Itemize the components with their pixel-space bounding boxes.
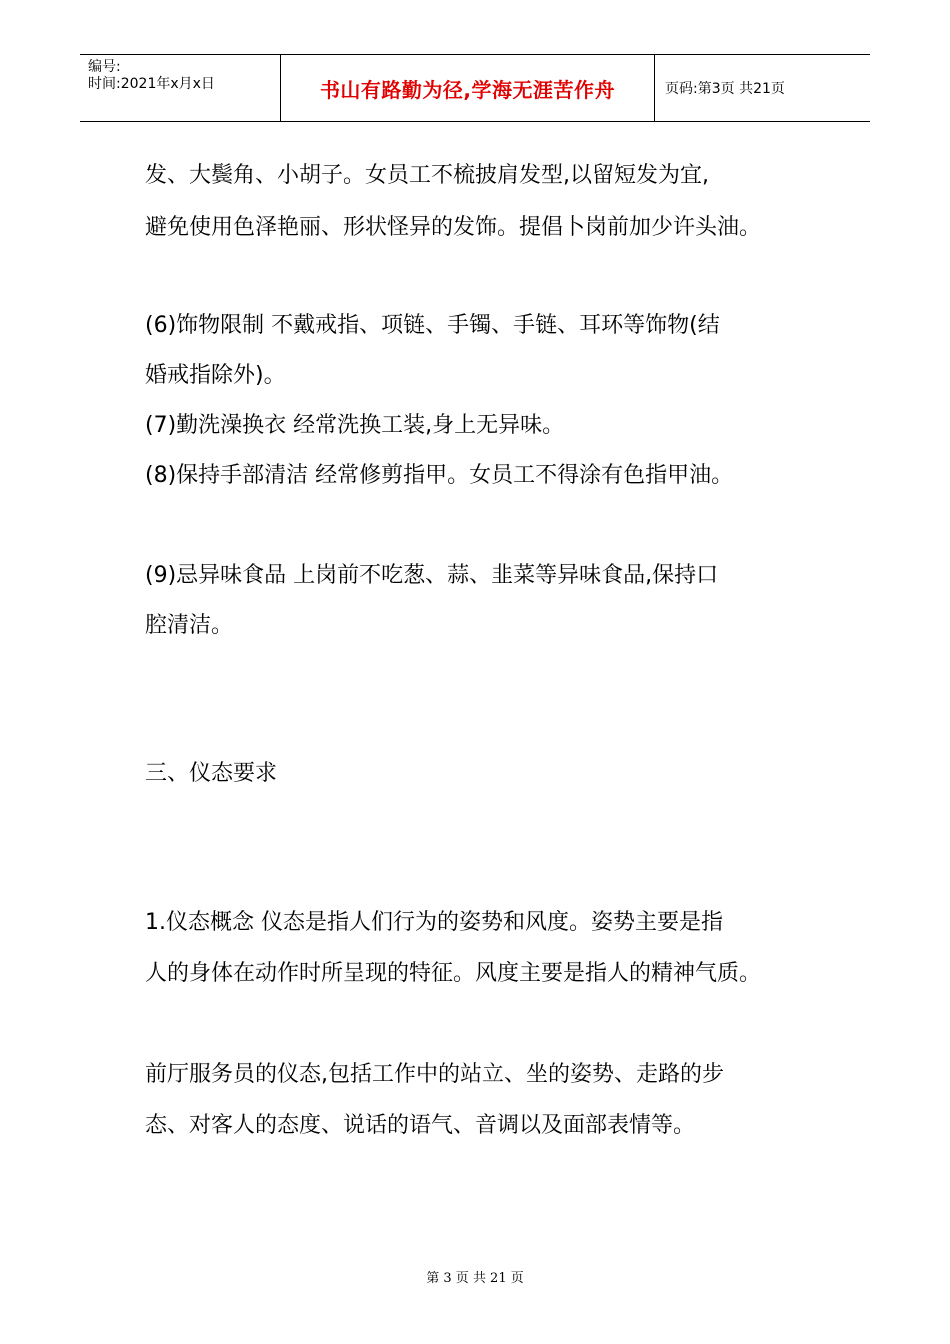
- header-meta-cell: [80, 55, 281, 121]
- paragraph-hand-cleaning: (8)保持手部清洁 经常修剪指甲。女员工不得涂有色指甲油。: [145, 463, 734, 488]
- paragraph-food-line1: (9)忌异味食品 上岗前不吃葱、蒜、韭菜等异味食品,保持口: [145, 563, 719, 588]
- document-header: [80, 54, 870, 122]
- paragraph-hair-line1: 发、大鬓角、小胡子。女员工不梳披肩发型,以留短发为宜,: [145, 163, 709, 188]
- paragraph-accessories-line2: 婚戒指除外)。: [145, 363, 286, 388]
- section-title: 三、仪态要求: [145, 761, 278, 786]
- paragraph-front-desk-line2: 态、对客人的态度、说话的语气、音调以及面部表情等。: [145, 1113, 696, 1138]
- header-page-info: 页码:第3页 共21页: [665, 81, 785, 97]
- paragraph-front-desk-line1: 前厅服务员的仪态,包括工作中的站立、坐的姿势、走路的步: [145, 1062, 724, 1087]
- serial-label: 编号:: [88, 59, 121, 75]
- paragraph-posture-concept-line1: 1.仪态概念 仪态是指人们行为的姿势和风度。姿势主要是指: [145, 910, 723, 935]
- header-motto-cell: [281, 55, 655, 121]
- time-label: 时间:2021年x月x日: [88, 76, 215, 92]
- paragraph-posture-concept-line2: 人的身体在动作时所呈现的特征。风度主要是指人的精神气质。: [145, 961, 762, 986]
- paragraph-hair-line2: 避免使用色泽艳丽、形状怪异的发饰。提倡卜岗前加少许头油。: [145, 215, 762, 240]
- page-footer: 第 3 页 共 21 页: [426, 1271, 524, 1286]
- header-page-cell: [655, 55, 870, 121]
- paragraph-food-line2: 腔清洁。: [145, 613, 234, 638]
- motto-text: 书山有路勤为径,学海无涯苦作舟: [319, 77, 616, 102]
- paragraph-bathing: (7)勤洗澡换衣 经常洗换工装,身上无异味。: [145, 413, 565, 438]
- paragraph-accessories-line1: (6)饰物限制 不戴戒指、项链、手镯、手链、耳环等饰物(结: [145, 313, 720, 338]
